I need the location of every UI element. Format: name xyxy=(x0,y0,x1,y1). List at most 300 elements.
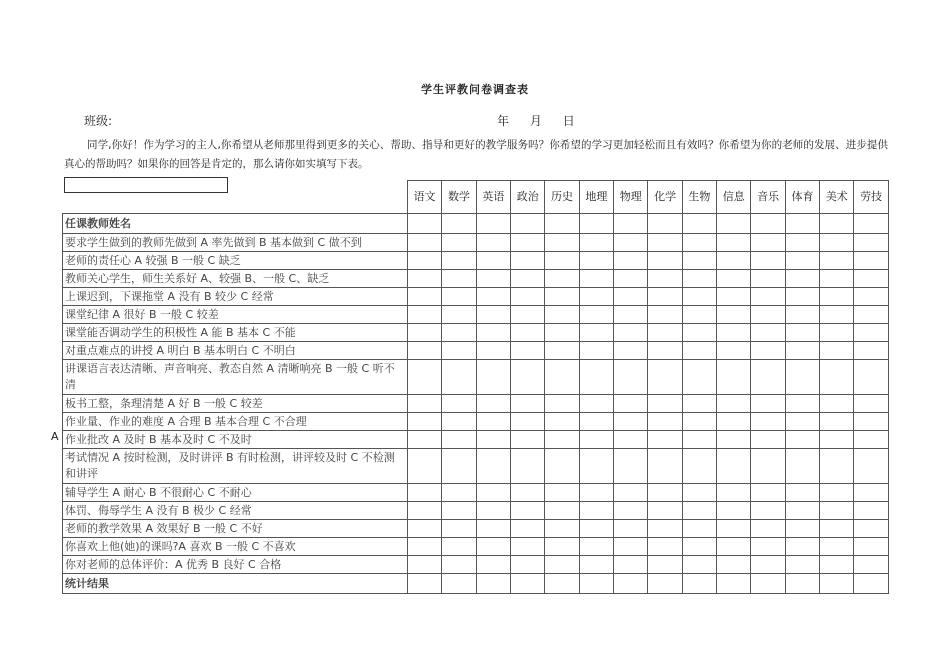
answer-cell[interactable] xyxy=(648,342,682,360)
subject-header: 音乐 xyxy=(751,181,785,214)
answer-cell[interactable] xyxy=(408,324,442,342)
answer-cell[interactable] xyxy=(476,574,510,594)
answer-cell[interactable] xyxy=(408,449,442,484)
answer-cell[interactable] xyxy=(648,484,682,502)
answer-cell[interactable] xyxy=(579,395,613,413)
date-year: 年 xyxy=(497,114,510,128)
answer-cell[interactable] xyxy=(614,360,648,395)
answer-cell[interactable] xyxy=(476,502,510,520)
answer-cell[interactable] xyxy=(820,342,854,360)
answer-cell[interactable] xyxy=(579,252,613,270)
question-label: 你对老师的总体评价：A 优秀 B 良好 C 合格 xyxy=(63,556,408,574)
answer-cell[interactable] xyxy=(579,324,613,342)
answer-cell[interactable] xyxy=(511,413,545,431)
question-label: 板书工整，条理清楚 A 好 B 一般 C 较差 xyxy=(63,395,408,413)
answer-cell[interactable] xyxy=(854,556,888,574)
answer-cell[interactable] xyxy=(785,270,819,288)
answer-cell[interactable] xyxy=(682,502,716,520)
answer-cell[interactable] xyxy=(682,395,716,413)
answer-cell[interactable] xyxy=(545,574,579,594)
answer-cell[interactable] xyxy=(820,502,854,520)
answer-cell[interactable] xyxy=(785,306,819,324)
answer-cell[interactable] xyxy=(854,484,888,502)
answer-cell[interactable] xyxy=(785,342,819,360)
answer-cell[interactable] xyxy=(545,449,579,484)
answer-cell[interactable] xyxy=(682,360,716,395)
answer-cell[interactable] xyxy=(717,342,751,360)
table-row xyxy=(63,413,889,431)
answer-cell[interactable] xyxy=(476,556,510,574)
answer-cell[interactable] xyxy=(579,214,613,234)
subject-header: 政治 xyxy=(511,181,545,214)
answer-cell[interactable] xyxy=(717,214,751,234)
answer-cell[interactable] xyxy=(717,538,751,556)
answer-cell[interactable] xyxy=(579,360,613,395)
table-row xyxy=(63,306,889,324)
answer-cell[interactable] xyxy=(785,431,819,449)
answer-cell[interactable] xyxy=(545,288,579,306)
answer-cell[interactable] xyxy=(408,413,442,431)
answer-cell[interactable] xyxy=(854,502,888,520)
answer-cell[interactable] xyxy=(751,270,785,288)
answer-cell[interactable] xyxy=(717,413,751,431)
answer-cell[interactable] xyxy=(476,288,510,306)
table-row xyxy=(63,431,889,449)
answer-cell[interactable] xyxy=(511,449,545,484)
answer-cell[interactable] xyxy=(717,574,751,594)
answer-cell[interactable] xyxy=(820,484,854,502)
answer-cell[interactable] xyxy=(854,538,888,556)
answer-cell[interactable] xyxy=(717,324,751,342)
answer-cell[interactable] xyxy=(854,395,888,413)
intro-paragraph: 同学,你好！作为学习的主人,你希望从老师那里得到更多的关心、帮助、指导和更好的教学服务吗？你希望的学习更加轻松而且有效吗？你希望为你的老师的发展、进步提供真心的帮助吗？如果你的回答是肯定的，那么请你如实填写下表。 xyxy=(64,139,888,170)
answer-cell[interactable] xyxy=(579,520,613,538)
answer-cell[interactable] xyxy=(854,449,888,484)
answer-cell[interactable] xyxy=(785,413,819,431)
answer-cell[interactable] xyxy=(648,520,682,538)
answer-cell[interactable] xyxy=(511,484,545,502)
answer-cell[interactable] xyxy=(682,342,716,360)
answer-cell[interactable] xyxy=(579,449,613,484)
answer-cell[interactable] xyxy=(545,520,579,538)
answer-cell[interactable] xyxy=(442,342,476,360)
answer-cell[interactable] xyxy=(854,252,888,270)
answer-cell[interactable] xyxy=(545,484,579,502)
answer-cell[interactable] xyxy=(442,574,476,594)
answer-cell[interactable] xyxy=(545,252,579,270)
answer-cell[interactable] xyxy=(854,520,888,538)
answer-cell[interactable] xyxy=(682,288,716,306)
answer-cell[interactable] xyxy=(545,413,579,431)
answer-cell[interactable] xyxy=(476,538,510,556)
answer-cell[interactable] xyxy=(785,538,819,556)
answer-cell[interactable] xyxy=(614,556,648,574)
answer-cell[interactable] xyxy=(682,520,716,538)
answer-cell[interactable] xyxy=(614,484,648,502)
answer-cell[interactable] xyxy=(648,360,682,395)
answer-cell[interactable] xyxy=(511,520,545,538)
answer-cell[interactable] xyxy=(579,431,613,449)
answer-cell[interactable] xyxy=(511,306,545,324)
answer-cell[interactable] xyxy=(854,288,888,306)
answer-cell[interactable] xyxy=(820,431,854,449)
answer-cell[interactable] xyxy=(820,449,854,484)
answer-cell[interactable] xyxy=(442,395,476,413)
answer-cell[interactable] xyxy=(442,288,476,306)
answer-cell[interactable] xyxy=(648,574,682,594)
answer-cell[interactable] xyxy=(785,395,819,413)
answer-cell[interactable] xyxy=(785,520,819,538)
answer-cell[interactable] xyxy=(545,431,579,449)
answer-cell[interactable] xyxy=(614,413,648,431)
answer-cell[interactable] xyxy=(717,252,751,270)
answer-cell[interactable] xyxy=(785,502,819,520)
answer-cell[interactable] xyxy=(751,484,785,502)
question-label: 老师的教学效果 A 效果好 B 一般 C 不好 xyxy=(63,520,408,538)
answer-cell[interactable] xyxy=(545,306,579,324)
answer-cell[interactable] xyxy=(442,270,476,288)
answer-cell[interactable] xyxy=(785,214,819,234)
answer-cell[interactable] xyxy=(682,252,716,270)
answer-cell[interactable] xyxy=(545,342,579,360)
answer-cell[interactable] xyxy=(545,270,579,288)
answer-cell[interactable] xyxy=(511,556,545,574)
answer-cell[interactable] xyxy=(717,520,751,538)
answer-cell[interactable] xyxy=(751,556,785,574)
answer-cell[interactable] xyxy=(820,288,854,306)
answer-cell[interactable] xyxy=(476,449,510,484)
answer-cell[interactable] xyxy=(476,234,510,252)
answer-cell[interactable] xyxy=(717,395,751,413)
answer-cell[interactable] xyxy=(785,324,819,342)
answer-cell[interactable] xyxy=(408,214,442,234)
answer-cell[interactable] xyxy=(408,360,442,395)
answer-cell[interactable] xyxy=(442,520,476,538)
answer-cell[interactable] xyxy=(648,449,682,484)
answer-cell[interactable] xyxy=(717,360,751,395)
answer-cell[interactable] xyxy=(785,252,819,270)
answer-cell[interactable] xyxy=(854,234,888,252)
answer-cell[interactable] xyxy=(648,288,682,306)
answer-cell[interactable] xyxy=(476,484,510,502)
answer-cell[interactable] xyxy=(648,214,682,234)
answer-cell[interactable] xyxy=(408,431,442,449)
subject-header: 体育 xyxy=(785,181,819,214)
answer-cell[interactable] xyxy=(579,538,613,556)
answer-cell[interactable] xyxy=(511,574,545,594)
answer-cell[interactable] xyxy=(751,431,785,449)
answer-cell[interactable] xyxy=(614,324,648,342)
answer-cell[interactable] xyxy=(579,413,613,431)
answer-cell[interactable] xyxy=(476,395,510,413)
answer-cell[interactable] xyxy=(511,502,545,520)
answer-cell[interactable] xyxy=(682,324,716,342)
answer-cell[interactable] xyxy=(820,270,854,288)
answer-cell[interactable] xyxy=(545,395,579,413)
answer-cell[interactable] xyxy=(614,270,648,288)
answer-cell[interactable] xyxy=(614,234,648,252)
answer-cell[interactable] xyxy=(717,234,751,252)
answer-cell[interactable] xyxy=(511,270,545,288)
answer-cell[interactable] xyxy=(751,234,785,252)
answer-cell[interactable] xyxy=(442,413,476,431)
answer-cell[interactable] xyxy=(614,214,648,234)
answer-cell[interactable] xyxy=(717,484,751,502)
answer-cell[interactable] xyxy=(854,214,888,234)
subject-header: 生物 xyxy=(682,181,716,214)
answer-cell[interactable] xyxy=(408,252,442,270)
answer-cell[interactable] xyxy=(785,574,819,594)
answer-cell[interactable] xyxy=(511,395,545,413)
answer-cell[interactable] xyxy=(511,342,545,360)
answer-cell[interactable] xyxy=(751,538,785,556)
answer-cell[interactable] xyxy=(545,556,579,574)
answer-cell[interactable] xyxy=(751,288,785,306)
answer-cell[interactable] xyxy=(442,431,476,449)
answer-cell[interactable] xyxy=(854,413,888,431)
table-row xyxy=(63,214,889,234)
answer-cell[interactable] xyxy=(614,449,648,484)
answer-cell[interactable] xyxy=(648,502,682,520)
answer-cell[interactable] xyxy=(648,556,682,574)
answer-cell[interactable] xyxy=(579,556,613,574)
answer-cell[interactable] xyxy=(751,574,785,594)
answer-cell[interactable] xyxy=(476,413,510,431)
answer-cell[interactable] xyxy=(820,306,854,324)
answer-cell[interactable] xyxy=(442,556,476,574)
table-row xyxy=(63,270,889,288)
answer-cell[interactable] xyxy=(408,342,442,360)
answer-cell[interactable] xyxy=(682,556,716,574)
answer-cell[interactable] xyxy=(579,342,613,360)
answer-cell[interactable] xyxy=(648,538,682,556)
answer-cell[interactable] xyxy=(717,449,751,484)
answer-cell[interactable] xyxy=(682,431,716,449)
answer-cell[interactable] xyxy=(785,556,819,574)
page-title: 学生评教问卷调查表 xyxy=(421,83,529,96)
question-label: 讲课语言表达清晰、声音响亮、教态自然 A 清晰响亮 B 一般 C 听不清 xyxy=(63,360,408,395)
table-row xyxy=(63,252,889,270)
table-row xyxy=(63,556,889,574)
answer-cell[interactable] xyxy=(751,395,785,413)
answer-cell[interactable] xyxy=(614,431,648,449)
answer-cell[interactable] xyxy=(408,234,442,252)
answer-cell[interactable] xyxy=(511,360,545,395)
answer-cell[interactable] xyxy=(751,502,785,520)
answer-cell[interactable] xyxy=(751,252,785,270)
answer-cell[interactable] xyxy=(648,395,682,413)
answer-cell[interactable] xyxy=(751,342,785,360)
answer-cell[interactable] xyxy=(614,574,648,594)
answer-cell[interactable] xyxy=(442,252,476,270)
answer-cell[interactable] xyxy=(785,449,819,484)
answer-cell[interactable] xyxy=(820,413,854,431)
answer-cell[interactable] xyxy=(820,556,854,574)
answer-cell[interactable] xyxy=(476,306,510,324)
answer-cell[interactable] xyxy=(476,252,510,270)
answer-cell[interactable] xyxy=(408,520,442,538)
answer-cell[interactable] xyxy=(476,342,510,360)
answer-cell[interactable] xyxy=(476,214,510,234)
answer-cell[interactable] xyxy=(820,234,854,252)
subject-header: 物理 xyxy=(614,181,648,214)
answer-cell[interactable] xyxy=(785,288,819,306)
answer-cell[interactable] xyxy=(545,324,579,342)
answer-cell[interactable] xyxy=(511,431,545,449)
answer-cell[interactable] xyxy=(614,252,648,270)
answer-cell[interactable] xyxy=(511,324,545,342)
answer-cell[interactable] xyxy=(682,574,716,594)
answer-cell[interactable] xyxy=(545,502,579,520)
table-row xyxy=(63,234,889,252)
answer-cell[interactable] xyxy=(442,214,476,234)
answer-cell[interactable] xyxy=(579,234,613,252)
answer-cell[interactable] xyxy=(408,288,442,306)
answer-cell[interactable] xyxy=(579,306,613,324)
answer-cell[interactable] xyxy=(511,214,545,234)
table-row xyxy=(63,502,889,520)
answer-cell[interactable] xyxy=(820,360,854,395)
answer-cell[interactable] xyxy=(408,306,442,324)
margin-mark: A xyxy=(51,430,59,443)
survey-table xyxy=(62,180,889,594)
answer-cell[interactable] xyxy=(820,324,854,342)
answer-cell[interactable] xyxy=(408,538,442,556)
answer-cell[interactable] xyxy=(854,360,888,395)
answer-cell[interactable] xyxy=(820,395,854,413)
answer-cell[interactable] xyxy=(717,306,751,324)
answer-cell[interactable] xyxy=(682,214,716,234)
answer-cell[interactable] xyxy=(751,214,785,234)
table-row xyxy=(63,288,889,306)
answer-cell[interactable] xyxy=(442,360,476,395)
answer-cell[interactable] xyxy=(682,484,716,502)
answer-cell[interactable] xyxy=(476,270,510,288)
answer-cell[interactable] xyxy=(682,413,716,431)
answer-cell[interactable] xyxy=(614,520,648,538)
answer-cell[interactable] xyxy=(408,574,442,594)
answer-cell[interactable] xyxy=(854,324,888,342)
subject-header: 化学 xyxy=(648,181,682,214)
answer-cell[interactable] xyxy=(442,538,476,556)
answer-cell[interactable] xyxy=(648,270,682,288)
answer-cell[interactable] xyxy=(476,324,510,342)
answer-cell[interactable] xyxy=(717,556,751,574)
answer-cell[interactable] xyxy=(682,306,716,324)
answer-cell[interactable] xyxy=(442,484,476,502)
answer-cell[interactable] xyxy=(820,214,854,234)
answer-cell[interactable] xyxy=(408,484,442,502)
answer-cell[interactable] xyxy=(820,538,854,556)
answer-cell[interactable] xyxy=(614,538,648,556)
answer-cell[interactable] xyxy=(682,538,716,556)
answer-cell[interactable] xyxy=(614,502,648,520)
question-label: 作业批改 A 及时 B 基本及时 C 不及时 xyxy=(63,431,408,449)
answer-cell[interactable] xyxy=(648,324,682,342)
answer-cell[interactable] xyxy=(579,574,613,594)
answer-cell[interactable] xyxy=(476,520,510,538)
answer-cell[interactable] xyxy=(717,431,751,449)
answer-cell[interactable] xyxy=(579,288,613,306)
answer-cell[interactable] xyxy=(614,288,648,306)
answer-cell[interactable] xyxy=(854,431,888,449)
answer-cell[interactable] xyxy=(545,360,579,395)
answer-cell[interactable] xyxy=(545,214,579,234)
answer-cell[interactable] xyxy=(648,413,682,431)
answer-cell[interactable] xyxy=(579,270,613,288)
answer-cell[interactable] xyxy=(854,306,888,324)
answer-cell[interactable] xyxy=(682,270,716,288)
answer-cell[interactable] xyxy=(785,484,819,502)
answer-cell[interactable] xyxy=(717,288,751,306)
answer-cell[interactable] xyxy=(751,449,785,484)
answer-cell[interactable] xyxy=(820,520,854,538)
answer-cell[interactable] xyxy=(442,449,476,484)
answer-cell[interactable] xyxy=(751,413,785,431)
answer-cell[interactable] xyxy=(614,395,648,413)
answer-cell[interactable] xyxy=(717,270,751,288)
answer-cell[interactable] xyxy=(682,449,716,484)
answer-cell[interactable] xyxy=(511,288,545,306)
answer-cell[interactable] xyxy=(854,270,888,288)
question-label: 你喜欢上他(她)的课吗?A 喜欢 B 一般 C 不喜欢 xyxy=(63,538,408,556)
answer-cell[interactable] xyxy=(442,324,476,342)
answer-cell[interactable] xyxy=(545,234,579,252)
question-label: 体罚、侮辱学生 A 没有 B 极少 C 经常 xyxy=(63,502,408,520)
name-field-box[interactable] xyxy=(64,177,228,193)
answer-cell[interactable] xyxy=(579,502,613,520)
answer-cell[interactable] xyxy=(476,431,510,449)
table-row xyxy=(63,484,889,502)
answer-cell[interactable] xyxy=(408,556,442,574)
answer-cell[interactable] xyxy=(408,502,442,520)
answer-cell[interactable] xyxy=(511,252,545,270)
answer-cell[interactable] xyxy=(785,234,819,252)
answer-cell[interactable] xyxy=(854,574,888,594)
answer-cell[interactable] xyxy=(511,234,545,252)
answer-cell[interactable] xyxy=(476,360,510,395)
answer-cell[interactable] xyxy=(545,538,579,556)
answer-cell[interactable] xyxy=(408,395,442,413)
answer-cell[interactable] xyxy=(579,484,613,502)
subject-header: 劳技 xyxy=(854,181,888,214)
answer-cell[interactable] xyxy=(648,252,682,270)
answer-cell[interactable] xyxy=(751,324,785,342)
answer-cell[interactable] xyxy=(648,234,682,252)
answer-cell[interactable] xyxy=(854,342,888,360)
answer-cell[interactable] xyxy=(614,306,648,324)
answer-cell[interactable] xyxy=(820,252,854,270)
answer-cell[interactable] xyxy=(682,234,716,252)
answer-cell[interactable] xyxy=(442,234,476,252)
question-label: 上课迟到，下课拖堂 A 没有 B 较少 C 经常 xyxy=(63,288,408,306)
answer-cell[interactable] xyxy=(648,431,682,449)
table-row xyxy=(63,538,889,556)
answer-cell[interactable] xyxy=(751,306,785,324)
subject-header: 历史 xyxy=(545,181,579,214)
answer-cell[interactable] xyxy=(751,360,785,395)
answer-cell[interactable] xyxy=(785,360,819,395)
answer-cell[interactable] xyxy=(442,306,476,324)
answer-cell[interactable] xyxy=(751,520,785,538)
answer-cell[interactable] xyxy=(408,270,442,288)
answer-cell[interactable] xyxy=(820,574,854,594)
answer-cell[interactable] xyxy=(511,538,545,556)
answer-cell[interactable] xyxy=(614,342,648,360)
answer-cell[interactable] xyxy=(442,502,476,520)
answer-cell[interactable] xyxy=(648,306,682,324)
answer-cell[interactable] xyxy=(717,502,751,520)
